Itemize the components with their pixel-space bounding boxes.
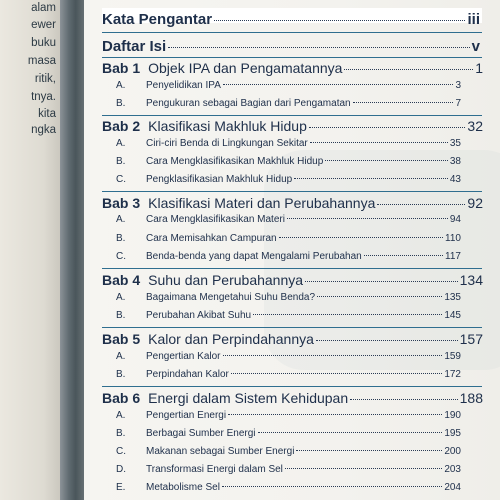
toc-section[interactable]: [116, 174, 461, 185]
section-title: Cara Mengklasifikasikan Makhluk Hidup: [146, 156, 324, 167]
toc-section[interactable]: [116, 138, 461, 149]
left-page-line: alam: [31, 2, 56, 14]
dot-leader: [222, 486, 442, 487]
left-page-line: ritik,: [34, 73, 56, 85]
chapter-page: 92: [467, 195, 483, 211]
section-title: Bagaimana Mengetahui Suhu Benda?: [146, 292, 316, 303]
dot-leader: [296, 450, 442, 451]
section-page: 145: [444, 310, 461, 321]
chapter-title: Kalor dan Perpindahannya: [148, 331, 314, 347]
section-page: 94: [449, 214, 461, 225]
divider: [102, 32, 482, 33]
dot-leader: [317, 296, 442, 297]
divider: [102, 386, 482, 387]
left-page-line: tnya.: [31, 91, 56, 103]
dot-leader: [168, 47, 469, 48]
toc-section[interactable]: [116, 214, 461, 225]
toc-section[interactable]: [116, 464, 461, 475]
toc-section[interactable]: [116, 233, 461, 244]
section-title: Pengklasifikasian Makhluk Hidup: [146, 174, 293, 185]
section-page: 172: [444, 369, 461, 380]
toc-section[interactable]: [116, 310, 461, 321]
section-title: Pengertian Kalor: [146, 351, 221, 362]
chapter-title: Suhu dan Perubahannya: [148, 272, 304, 288]
toc-section[interactable]: [116, 410, 461, 421]
toc-chapter-5[interactable]: [102, 331, 483, 347]
section-page: 43: [449, 174, 461, 185]
toc-chapter-6[interactable]: [102, 390, 483, 406]
toc-section[interactable]: [116, 428, 461, 439]
dot-leader: [223, 84, 454, 85]
toc-kata-pengantar[interactable]: [102, 11, 480, 28]
chapter-number: Bab 3: [102, 195, 141, 211]
left-page-line: ngka: [31, 124, 56, 136]
section-letter: A.: [116, 292, 126, 303]
divider: [102, 327, 482, 328]
chapter-page: 32: [467, 118, 483, 134]
section-title: Penyelidikan IPA: [146, 80, 221, 91]
section-letter: B.: [116, 98, 126, 109]
dot-leader: [377, 204, 465, 205]
section-page: 3: [455, 80, 461, 91]
section-letter: A.: [116, 410, 126, 421]
section-page: 190: [444, 410, 461, 421]
chapter-number: Bab 2: [102, 118, 141, 134]
chapter-number: Bab 1: [102, 60, 141, 76]
chapter-title: Objek IPA dan Pengamatannya: [148, 60, 343, 76]
dot-leader: [214, 20, 465, 21]
book-gutter: [60, 0, 86, 500]
dot-leader: [287, 218, 448, 219]
section-page: 38: [449, 156, 461, 167]
section-title: Perpindahan Kalor: [146, 369, 229, 380]
section-title: Makanan sebagai Sumber Energi: [146, 446, 295, 457]
section-page: 110: [445, 233, 461, 244]
dot-leader: [279, 237, 443, 238]
chapter-title: Klasifikasi Materi dan Perubahannya: [148, 195, 376, 211]
left-page-line: masa: [27, 55, 56, 67]
section-letter: B.: [116, 233, 126, 244]
toc-section[interactable]: [116, 80, 461, 91]
chapter-page: 157: [459, 331, 483, 347]
section-page: 204: [444, 482, 461, 493]
left-page: [0, 0, 62, 500]
section-letter: A.: [116, 138, 126, 149]
dot-leader: [316, 340, 458, 341]
chapter-number: Bab 6: [102, 390, 141, 406]
divider: [102, 191, 482, 192]
toc-chapter-3[interactable]: [102, 195, 483, 211]
section-title: Berbagai Sumber Energi: [146, 428, 256, 439]
toc-section[interactable]: [116, 446, 461, 457]
toc-entry-page: v: [471, 38, 480, 55]
section-title: Ciri-ciri Benda di Lingkungan Sekitar: [146, 138, 308, 149]
section-letter: C.: [116, 251, 126, 262]
toc-section[interactable]: [116, 98, 461, 109]
toc-chapter-4[interactable]: [102, 272, 483, 288]
left-page-line: kita: [38, 108, 56, 120]
dot-leader: [305, 281, 458, 282]
chapter-number: Bab 4: [102, 272, 141, 288]
divider: [102, 268, 482, 269]
divider: [102, 57, 482, 58]
section-page: 159: [444, 351, 461, 362]
dot-leader: [294, 178, 448, 179]
chapter-title: Energi dalam Sistem Kehidupan: [148, 390, 349, 406]
toc-section[interactable]: [116, 251, 461, 262]
section-title: Metabolisme Sel: [146, 482, 220, 493]
dot-leader: [231, 373, 442, 374]
toc-section[interactable]: [116, 351, 461, 362]
dot-leader: [223, 355, 443, 356]
dot-leader: [258, 432, 443, 433]
left-page-line: buku: [31, 37, 56, 49]
section-title: Perubahan Akibat Suhu: [146, 310, 252, 321]
chapter-page: 1: [475, 60, 483, 76]
section-letter: C.: [116, 446, 126, 457]
section-letter: B.: [116, 428, 126, 439]
toc-entry-title: Daftar Isi: [102, 38, 167, 55]
section-page: 7: [455, 98, 461, 109]
section-letter: B.: [116, 310, 126, 321]
section-title: Cara Memisahkan Campuran: [146, 233, 277, 244]
toc-section[interactable]: [116, 156, 461, 167]
section-letter: A.: [116, 80, 126, 91]
section-letter: D.: [116, 464, 126, 475]
chapter-page: 188: [459, 390, 483, 406]
section-letter: A.: [116, 351, 126, 362]
section-title: Transformasi Energi dalam Sel: [146, 464, 283, 475]
dot-leader: [285, 468, 442, 469]
toc-page: [84, 0, 500, 500]
toc-entry-title: Kata Pengantar: [102, 11, 213, 28]
section-page: 117: [445, 251, 461, 262]
dot-leader: [364, 255, 443, 256]
section-title: Benda-benda yang dapat Mengalami Perubahan: [146, 251, 362, 262]
dot-leader: [253, 314, 442, 315]
chapter-title: Klasifikasi Makhluk Hidup: [148, 118, 307, 134]
divider: [102, 115, 482, 116]
section-title: Pengukuran sebagai Bagian dari Pengamatan: [146, 98, 351, 109]
section-letter: E.: [116, 482, 126, 493]
toc-daftar-isi[interactable]: [102, 38, 480, 55]
section-letter: B.: [116, 156, 126, 167]
dot-leader: [350, 399, 458, 400]
dot-leader: [310, 142, 448, 143]
section-title: Cara Mengklasifikasikan Materi: [146, 214, 285, 225]
toc-section[interactable]: [116, 292, 461, 303]
chapter-page: 134: [459, 272, 483, 288]
toc-section[interactable]: [116, 482, 461, 493]
section-letter: A.: [116, 214, 126, 225]
section-letter: B.: [116, 369, 126, 380]
toc-chapter-2[interactable]: [102, 118, 483, 134]
section-page: 203: [444, 464, 461, 475]
dot-leader: [325, 160, 448, 161]
dot-leader: [228, 414, 442, 415]
section-page: 200: [444, 446, 461, 457]
section-letter: C.: [116, 174, 126, 185]
section-page: 195: [444, 428, 461, 439]
dot-leader: [353, 102, 454, 103]
toc-entry-page: iii: [467, 11, 480, 28]
chapter-number: Bab 5: [102, 331, 141, 347]
dot-leader: [344, 69, 473, 70]
left-page-line: ewer: [31, 19, 56, 31]
toc-chapter-1[interactable]: [102, 60, 483, 76]
toc-section[interactable]: [116, 369, 461, 380]
section-page: 135: [444, 292, 461, 303]
section-title: Pengertian Energi: [146, 410, 227, 421]
dot-leader: [309, 127, 466, 128]
section-page: 35: [449, 138, 461, 149]
